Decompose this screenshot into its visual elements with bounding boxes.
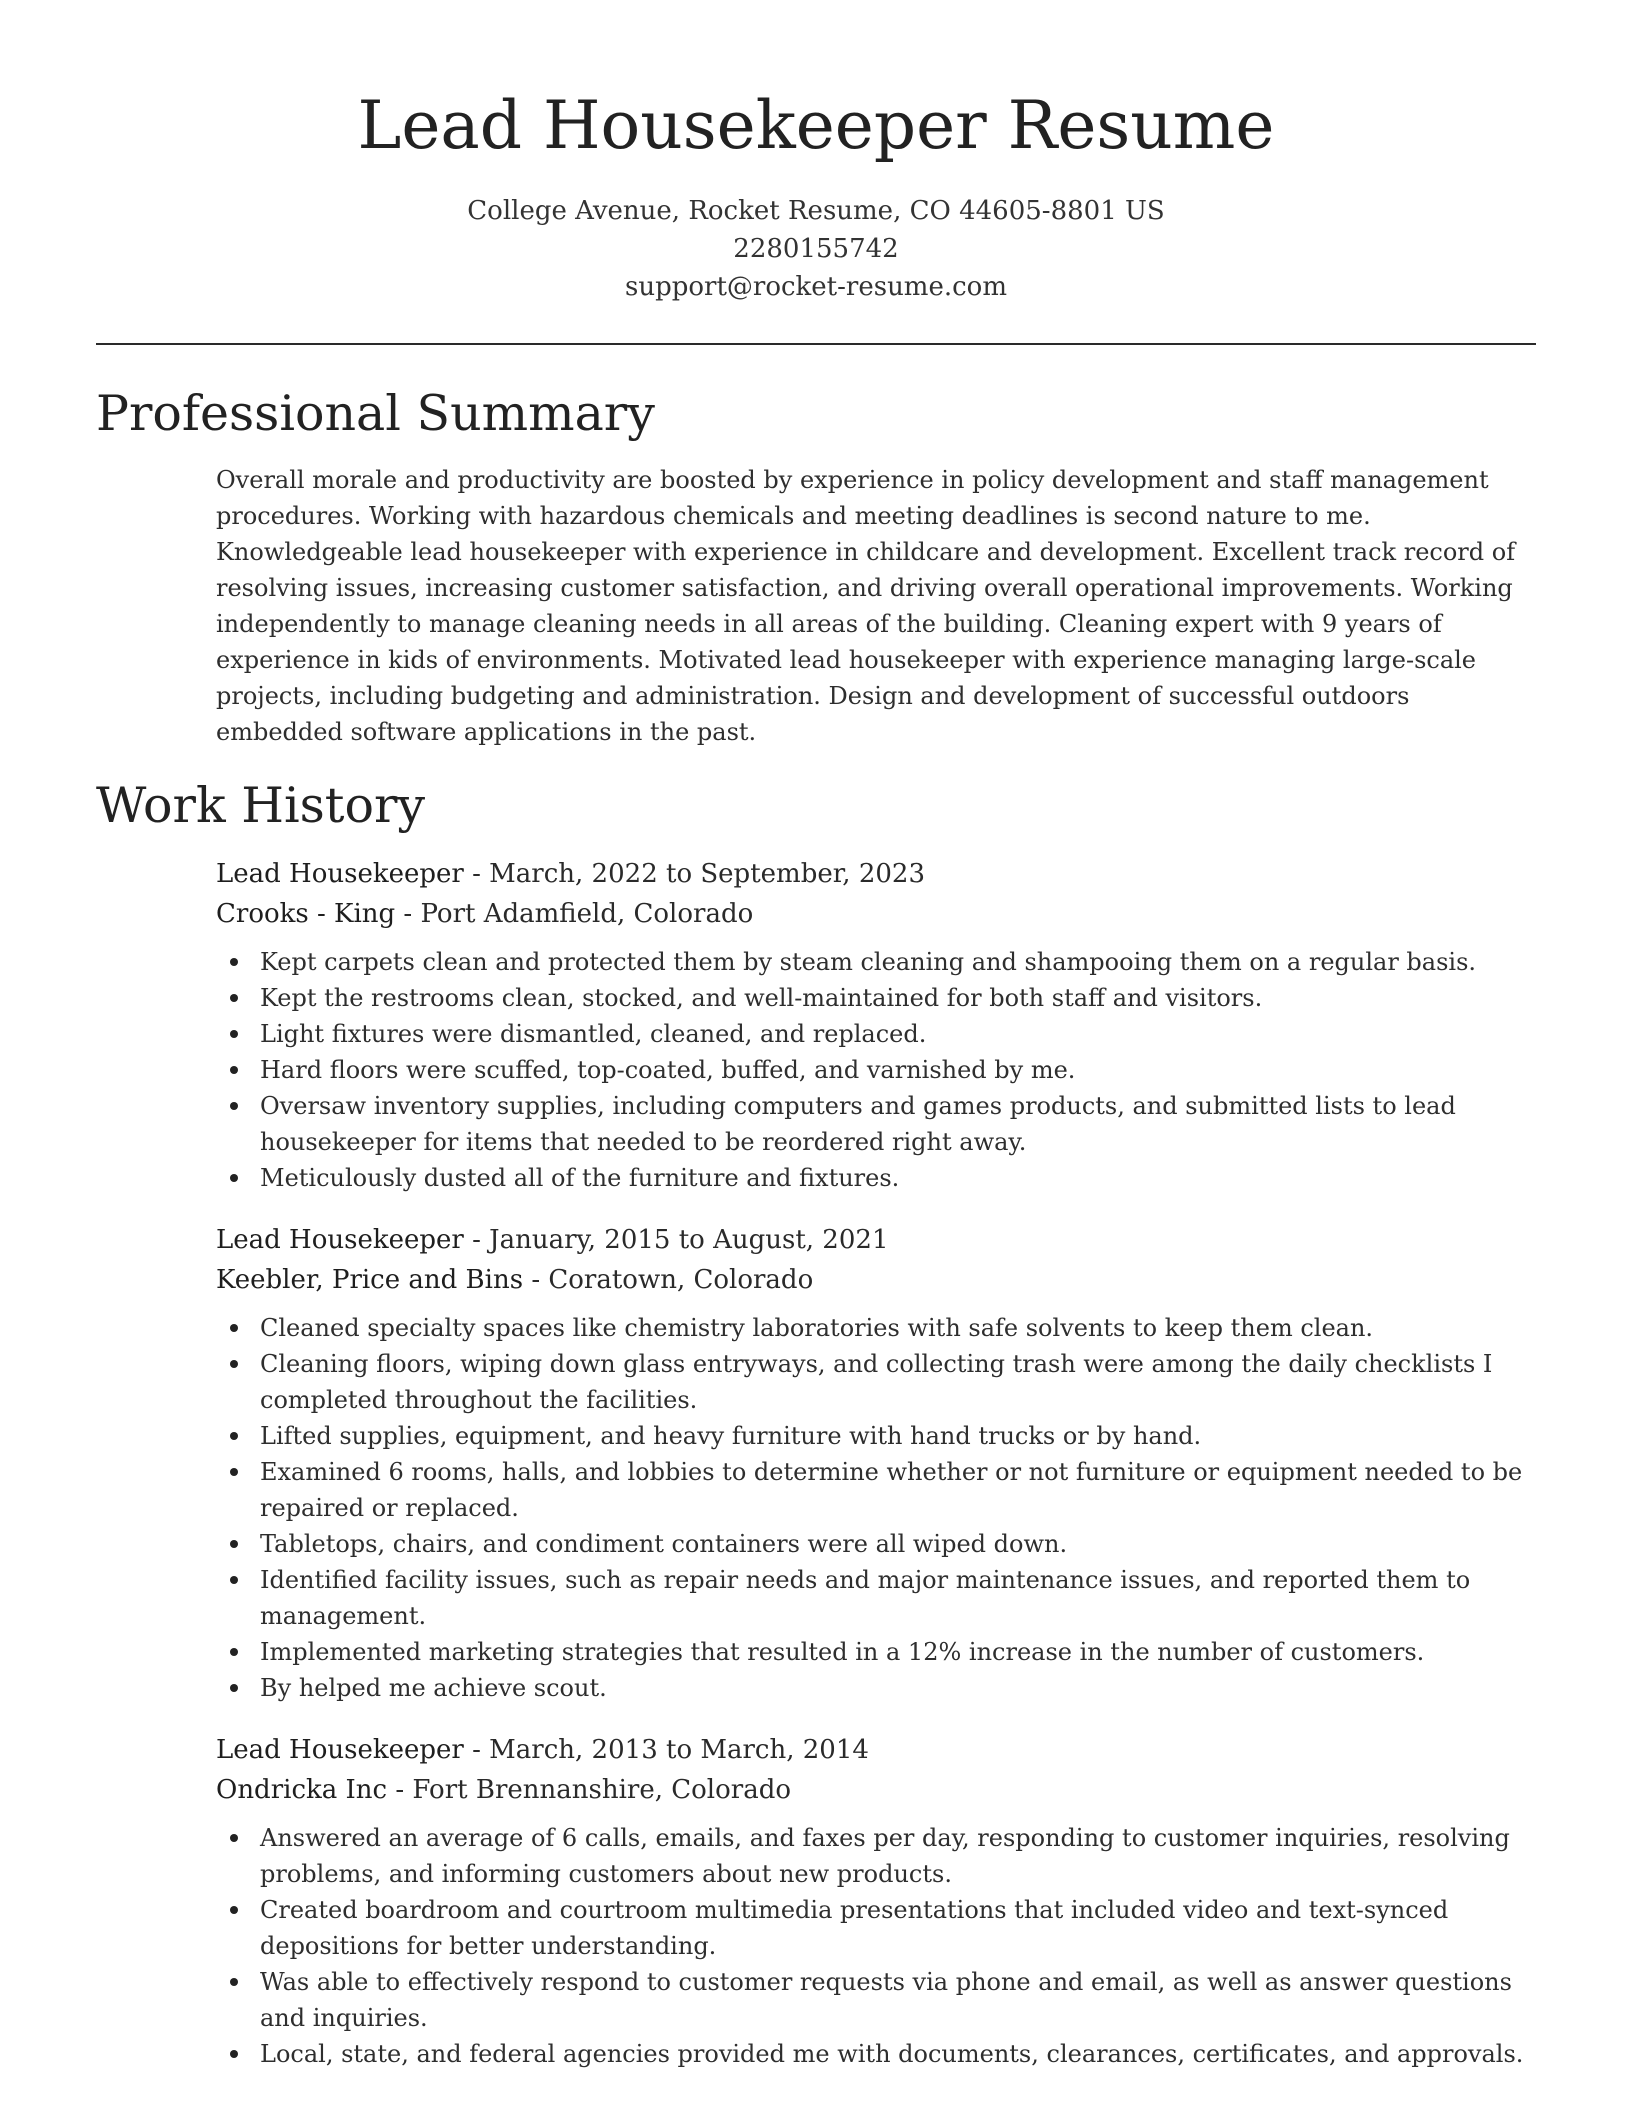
- job-company: Keebler, Price and Bins: [216, 1265, 524, 1295]
- bullet-dot-icon: [230, 1906, 238, 1914]
- job-company: Ondricka Inc: [216, 1775, 388, 1805]
- job-bullet-text: By helped me achieve scout.: [260, 1674, 607, 1702]
- job-company-line: [216, 1260, 1536, 1300]
- job-bullet-text: Kept carpets clean and protected them by steam cleaning and shampooing them on a regular basis.: [260, 948, 1477, 976]
- job-bullet: [216, 1892, 1536, 1964]
- job-bullet-text: Lifted supplies, equipment, and heavy furniture with hand trucks or by hand.: [260, 1422, 1202, 1450]
- job-bullet-text: Local, state, and federal agencies provided me with documents, clearances, certificates, and approvals.: [260, 2040, 1524, 2068]
- job-bullet: [216, 944, 1536, 980]
- job-bullet: [216, 1454, 1536, 1526]
- job-location: - Port Adamfield, Colorado: [395, 899, 754, 929]
- job-dates: - January, 2015 to August, 2021: [463, 1225, 889, 1255]
- contact-email: support@rocket-resume.com: [624, 272, 1007, 302]
- work-history-list: [216, 854, 1536, 2096]
- job-dates: - March, 2013 to March, 2014: [463, 1735, 869, 1765]
- job-title-line: [216, 1220, 1536, 1260]
- bullet-dot-icon: [230, 1324, 238, 1332]
- job-bullet: [216, 1562, 1536, 1634]
- summary-heading: Professional Summary: [96, 385, 655, 442]
- bullet-dot-icon: [230, 994, 238, 1002]
- job-bullet-text: Tabletops, chairs, and condiment containers were all wiped down.: [260, 1530, 1068, 1558]
- job-bullet-text: Oversaw inventory supplies, including computers and games products, and submitted lists to lead housekeeper for items that needed to be reordered right away.: [260, 1092, 1456, 1156]
- job-bullet-text: Meticulously dusted all of the furniture and fixtures.: [260, 1164, 900, 1192]
- bullet-dot-icon: [230, 1576, 238, 1584]
- job-bullet-text: Kept the restrooms clean, stocked, and well-maintained for both staff and visitors.: [260, 984, 1263, 1012]
- job-location: - Fort Brennanshire, Colorado: [387, 1775, 791, 1805]
- job-bullet-text: Hard floors were scuffed, top-coated, buffed, and varnished by me.: [260, 1056, 1076, 1084]
- bullet-dot-icon: [230, 1066, 238, 1074]
- job-location: - Coratown, Colorado: [523, 1265, 814, 1295]
- job-bullet-text: Created boardroom and courtroom multimedia presentations that included video and text-synced depositions for better understanding.: [260, 1896, 1449, 1960]
- job-bullet: [216, 2036, 1536, 2072]
- job-entry: [216, 1730, 1536, 2072]
- bullet-dot-icon: [230, 1360, 238, 1368]
- resume-title: Lead Housekeeper Resume: [357, 87, 1275, 164]
- job-entry: [216, 1220, 1536, 1706]
- work-history-heading: Work History: [96, 777, 426, 834]
- job-company-line: [216, 1770, 1536, 1810]
- bullet-dot-icon: [230, 1978, 238, 1986]
- job-bullet: [216, 1310, 1536, 1346]
- job-company-line: [216, 894, 1536, 934]
- job-bullet: [216, 1346, 1536, 1418]
- job-bullet: [216, 1418, 1536, 1454]
- bullet-dot-icon: [230, 1102, 238, 1110]
- job-position: Lead Housekeeper: [216, 1225, 464, 1255]
- header-divider: [96, 343, 1536, 345]
- job-bullet: [216, 1820, 1536, 1892]
- bullet-dot-icon: [230, 2050, 238, 2058]
- job-bullet: [216, 1964, 1536, 2036]
- job-bullet-text: Cleaned specialty spaces like chemistry laboratories with safe solvents to keep them clean.: [260, 1314, 1374, 1342]
- job-position: Lead Housekeeper: [216, 859, 464, 889]
- contact-phone: 2280155742: [733, 234, 899, 264]
- job-bullet-list: [216, 1310, 1536, 1706]
- job-bullet-text: Implemented marketing strategies that resulted in a 12% increase in the number of customers.: [260, 1638, 1425, 1666]
- contact-block: [0, 192, 1632, 306]
- job-dates: - March, 2022 to September, 2023: [463, 859, 925, 889]
- job-bullet-list: [216, 1820, 1536, 2072]
- job-bullet: [216, 1088, 1536, 1160]
- contact-address: College Avenue, Rocket Resume, CO 44605-8801 US: [467, 196, 1165, 226]
- job-bullet-text: Examined 6 rooms, halls, and lobbies to determine whether or not furniture or equipment needed to be repaired or replaced.: [260, 1458, 1523, 1522]
- job-bullet-text: Answered an average of 6 calls, emails, and faxes per day, responding to customer inquiries, resolving problems, and informing customers about new products.: [260, 1824, 1510, 1888]
- summary-text: Overall morale and productivity are boosted by experience in policy development and staff management procedures. Working with hazardous chemicals and meeting deadlines is second nature to me. Knowledgeable lead housekeeper with experience in childcare and development. Excellent track record of resolving issues, increasing customer satisfaction, and driving overall operational improvements. Working independently to manage cleaning needs in all areas of the building. Cleaning expert with 9 years of experience in kids of environments. Motivated lead housekeeper with experience managing large-scale projects, including budgeting and administration. Design and development of successful outdoors embedded software applications in the past.: [216, 466, 1516, 746]
- job-bullet-text: Cleaning floors, wiping down glass entryways, and collecting trash were among the daily checklists I completed throughout the facilities.: [260, 1350, 1493, 1414]
- bullet-dot-icon: [230, 958, 238, 966]
- bullet-dot-icon: [230, 1540, 238, 1548]
- job-position: Lead Housekeeper: [216, 1735, 464, 1765]
- job-bullet: [216, 1160, 1536, 1196]
- job-bullet-text: Identified facility issues, such as repair needs and major maintenance issues, and reported them to management.: [260, 1566, 1471, 1630]
- job-bullet: [216, 980, 1536, 1016]
- job-bullet: [216, 1670, 1536, 1706]
- bullet-dot-icon: [230, 1432, 238, 1440]
- bullet-dot-icon: [230, 1174, 238, 1182]
- job-bullet: [216, 1016, 1536, 1052]
- job-bullet: [216, 1052, 1536, 1088]
- job-title-line: [216, 854, 1536, 894]
- job-bullet-list: [216, 944, 1536, 1196]
- bullet-dot-icon: [230, 1030, 238, 1038]
- bullet-dot-icon: [230, 1684, 238, 1692]
- bullet-dot-icon: [230, 1648, 238, 1656]
- job-company: Crooks - King: [216, 899, 396, 929]
- bullet-dot-icon: [230, 1834, 238, 1842]
- job-bullet-text: Light fixtures were dismantled, cleaned, and replaced.: [260, 1020, 927, 1048]
- bullet-dot-icon: [230, 1468, 238, 1476]
- job-bullet: [216, 1526, 1536, 1562]
- job-title-line: [216, 1730, 1536, 1770]
- job-bullet-text: Was able to effectively respond to customer requests via phone and email, as well as answer questions and inquiries.: [260, 1968, 1512, 2032]
- job-entry: [216, 854, 1536, 1196]
- job-bullet: [216, 1634, 1536, 1670]
